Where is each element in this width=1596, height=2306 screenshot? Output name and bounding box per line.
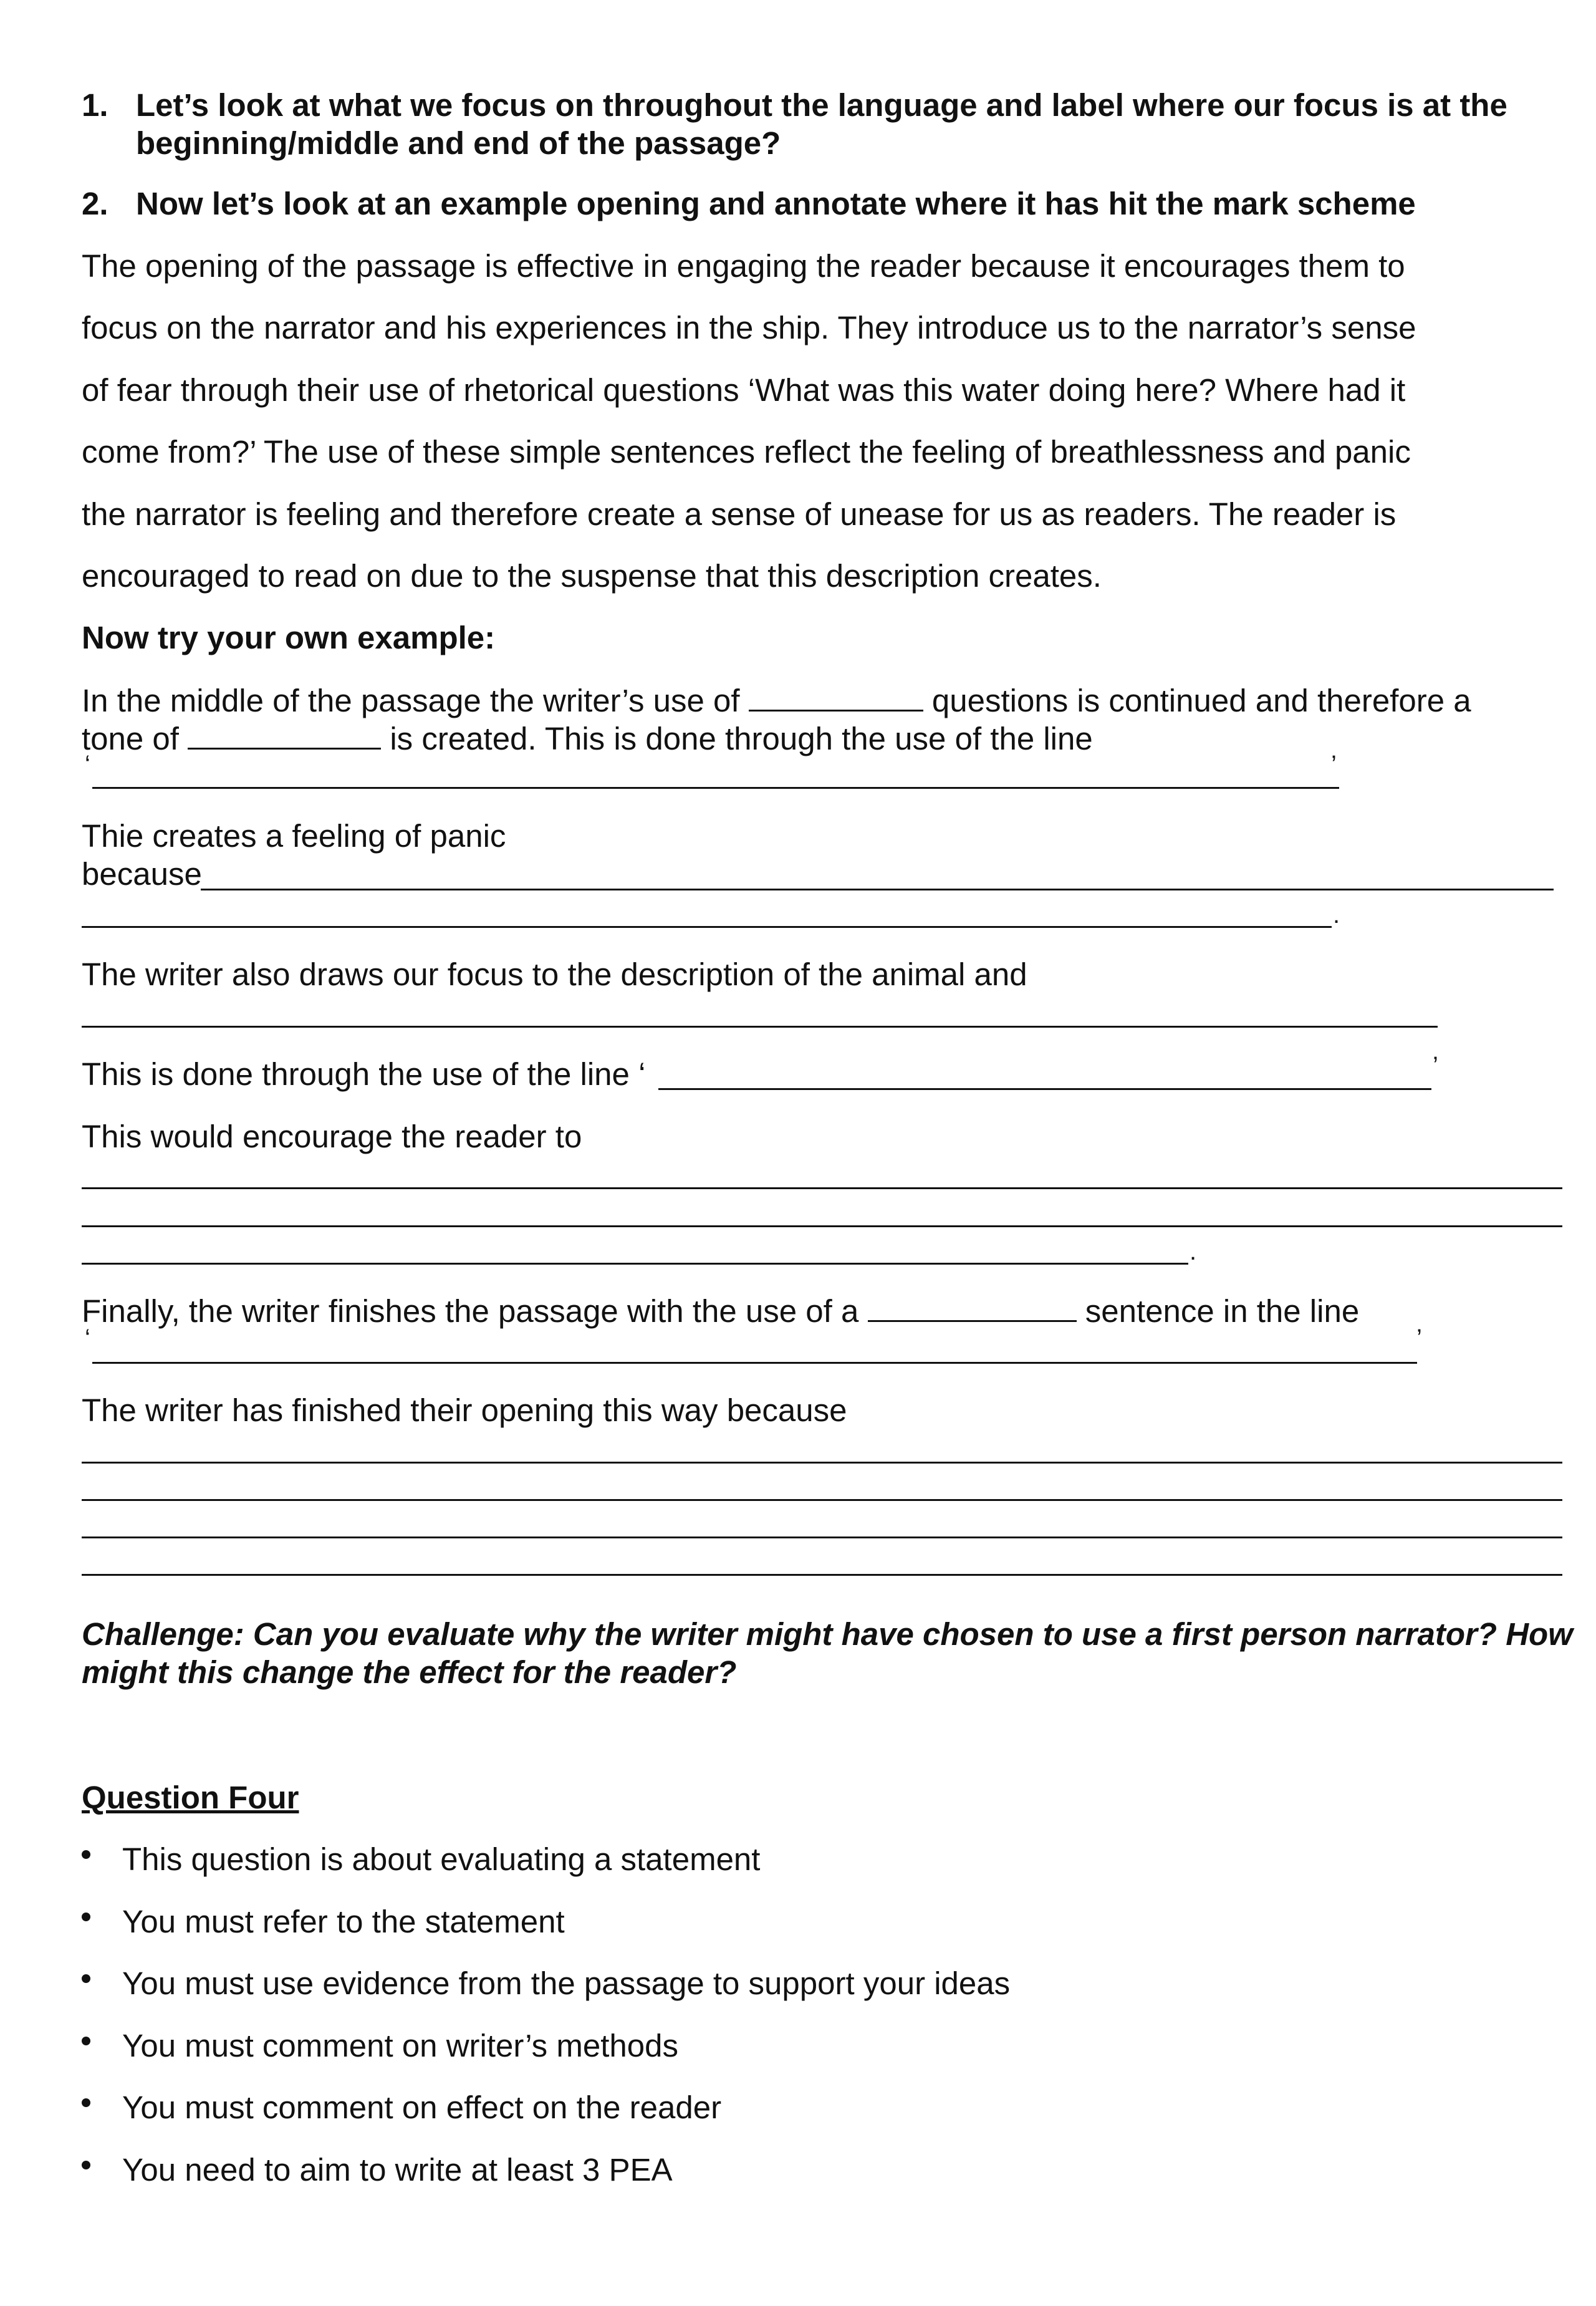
full-stop-1: . (1333, 901, 1340, 929)
tone-blank[interactable] (188, 719, 381, 750)
full-stop-2: . (1190, 1238, 1197, 1265)
finished-blank-2[interactable] (82, 1499, 1562, 1501)
finished-blank-1[interactable] (82, 1462, 1562, 1464)
finally-text-a: Finally, the writer finishes the passage with the use of a (82, 1293, 859, 1329)
animal-line: The writer also draws our focus to the description of the animal and (82, 957, 1027, 992)
bullet-dot (82, 1974, 90, 1983)
line-use-sentence (82, 1055, 645, 1093)
bullet-text: You must comment on writer’s methods (122, 2028, 678, 2063)
instruction-1-number: 1. (82, 87, 108, 123)
encourage-blank-3[interactable] (82, 1263, 1188, 1265)
example-paragraph-line: focus on the narrator and his experiences in the ship. They introduce us to the narrator’s sense (82, 310, 1416, 345)
finally-text-b: sentence in the line (1085, 1293, 1360, 1329)
example-paragraph-line: of fear through their use of rhetorical questions ‘What was this water doing here? Where had it (82, 372, 1406, 408)
example-paragraph-line: The opening of the passage is effective in engaging the reader because it encourages them to (82, 248, 1405, 284)
bullet-text: You must comment on effect on the reader (122, 2090, 722, 2125)
tone-sentence (82, 719, 1093, 758)
question-four-heading: Question Four (82, 1780, 299, 1815)
example-paragraph-line: the narrator is feeling and therefore create a sense of unease for us as readers. The reader is (82, 496, 1396, 532)
instruction-2-line-1: Now let’s look at an example opening and annotate where it has hit the mark scheme (136, 186, 1416, 221)
bullet-dot (82, 2037, 90, 2045)
finished-blank-4[interactable] (82, 1574, 1562, 1576)
middle-text-b: questions is continued and therefore a (931, 682, 1471, 718)
line-use-blank[interactable] (658, 1088, 1431, 1090)
bullet-text: You must refer to the statement (122, 1904, 565, 1939)
challenge-line-2: might this change the effect for the reader? (82, 1654, 737, 1690)
try-heading: Now try your own example: (82, 620, 496, 655)
question-type-blank[interactable] (749, 681, 923, 712)
because-label: because (82, 856, 202, 892)
finally-sentence (82, 1291, 1359, 1330)
bullet-text: This question is about evaluating a statement (122, 1841, 761, 1877)
bullet-dot (82, 1850, 90, 1859)
finished-blank-3[interactable] (82, 1537, 1562, 1538)
tone-text-a: tone of (82, 720, 179, 756)
bullet-dot (82, 2098, 90, 2107)
finished-line: The writer has finished their opening this way because (82, 1392, 847, 1428)
example-paragraph-line: encouraged to read on due to the suspense that this description creates. (82, 558, 1102, 594)
example-paragraph-line: come from?’ The use of these simple sentences reflect the feeling of breathlessness and panic (82, 434, 1411, 470)
bullet-text: You need to aim to write at least 3 PEA (122, 2152, 673, 2188)
middle-text-a: In the middle of the passage the writer’s use of (82, 682, 740, 718)
bullet-dot (82, 2161, 90, 2169)
panic-line: Thie creates a feeling of panic (82, 818, 506, 854)
instruction-1-line-2: beginning/middle and end of the passage? (136, 125, 781, 161)
open-quote-2: ‘ (85, 1324, 90, 1352)
close-quote-1: ’ (1331, 751, 1337, 778)
open-quote-1: ‘ (85, 751, 90, 778)
bullet-text: You must use evidence from the passage to support your ideas (122, 1966, 1011, 2001)
middle-sentence (82, 681, 1471, 720)
animal-blank[interactable] (82, 1026, 1438, 1028)
because-blank-2[interactable] (82, 926, 1332, 928)
bullet-dot (82, 1913, 90, 1921)
encourage-line: This would encourage the reader to (82, 1119, 582, 1154)
challenge-line-1: Challenge: Can you evaluate why the writer might have chosen to use a first person narrator? How (82, 1616, 1573, 1652)
instruction-2-number: 2. (82, 186, 108, 221)
close-quote-3: ’ (1416, 1324, 1422, 1352)
because-blank-1[interactable] (201, 889, 1554, 890)
instruction-1-line-1: Let’s look at what we focus on throughout the language and label where our focus is at the (136, 87, 1507, 123)
quote-line-blank-2[interactable] (92, 1362, 1417, 1364)
encourage-blank-1[interactable] (82, 1187, 1562, 1189)
close-quote-2: ’ (1433, 1052, 1438, 1079)
sentence-type-blank[interactable] (868, 1291, 1077, 1322)
line-use-text: This is done through the use of the line ‘ (82, 1056, 646, 1092)
encourage-blank-2[interactable] (82, 1225, 1562, 1227)
quote-line-blank-1[interactable] (92, 787, 1339, 789)
tone-text-b: is created. This is done through the use of the line (390, 720, 1093, 756)
